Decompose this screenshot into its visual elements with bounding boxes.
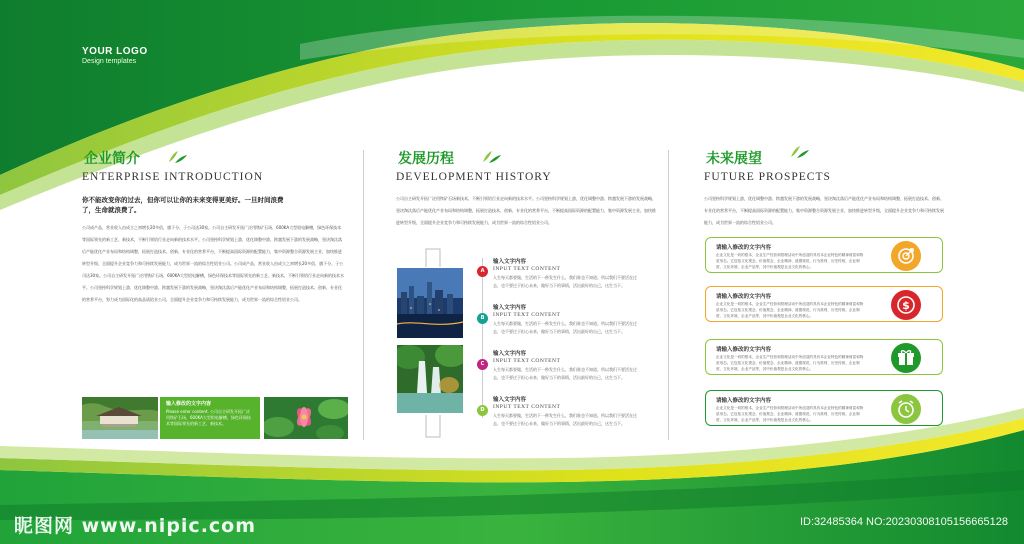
future-card-text: 企业文化是一切的根本，企业生产经营和管理活动中所创造的具有本企业特色的精神财富和物质形态。它包括文化观念、价值观念、企业精神、道德规范、行为准则、历史传统、企业制度、文化环境、企业产品等，其中价值观是企业文化的核心。	[716, 253, 864, 269]
timeline-dot-d: D	[477, 405, 488, 416]
future-card-title: 请输入修改的文字内容	[716, 294, 772, 300]
future-card-title: 请输入修改的文字内容	[716, 245, 772, 251]
enterprise-green-box	[160, 397, 260, 439]
alarm-clock-icon	[891, 394, 921, 424]
leaf-icon	[168, 150, 188, 164]
timeline-item-text: 人生每天都要做，生活的下一秒发生什么，我们谁也不知道。所以我们不要活在过去，也不要过于担心未来，做好当下的事情，活出最好的自己，这生当下。	[493, 367, 637, 380]
future-card-text: 企业文化是一切的根本，企业生产经营和管理活动中所创造的具有本企业特色的精神财富和物质形态。它包括文化观念、价值观念、企业精神、道德规范、行为准则、历史传统、企业制度、文化环境、企业产品等，其中价值观是企业文化的核心。	[716, 406, 864, 422]
timeline-item-text: 人生每天都要做，生活的下一秒发生什么，我们谁也不知道。所以我们不要活在过去，也不要过于担心未来，做好当下的事情，活出最好的自己，这生当下。	[493, 321, 637, 334]
future-card-text: 企业文化是一切的根本，企业生产经营和管理活动中所创造的具有本企业特色的精神财富和物质形态。它包括文化观念、价值观念、企业精神、道德规范、行为准则、历史传统、企业制度、文化环境、企业产品等，其中价值观是企业文化的核心。	[716, 355, 864, 371]
development-title-en: DEVELOPMENT HISTORY	[396, 171, 552, 183]
watermark-id: ID:32485364 NO:20230308105156665128	[800, 516, 1008, 528]
timeline-item-title: 输入文字内容	[493, 305, 527, 311]
logo-title: YOUR LOGO	[82, 46, 148, 57]
timeline-line	[482, 258, 483, 418]
green-box-title: 输入修改的文字内容	[166, 401, 212, 407]
dollar-icon	[891, 290, 921, 320]
green-box-text: Please enter content. 公司自主研发开拓广泛用铁矿石场，600KA大型铝电解槽，绿色环保技术等国际领先的新工艺、新技术。	[166, 409, 251, 426]
future-card-title: 请输入修改的文字内容	[716, 347, 772, 353]
timeline-dot-c: C	[477, 359, 488, 370]
timeline-dot-a: A	[477, 266, 488, 277]
future-card-2	[705, 286, 943, 322]
timeline-frame	[422, 245, 444, 441]
development-intro: 公司自主研发开拓广泛用铁矿石场新技术，不断引领铝行业走向新的技术水平。公司坚持科学规划上游，优化调整中游，跨越发展下游的发展战略，坚决淘汰落后产能优化产业布局和结构调整，拓展打造技术、创新、专业化的营养平台，不断提高国际资源的配置能力，集中资源发展主业，加快推进转型升级，全面提升企业竞争力和可持续发展能力，成为世界一流的综合性铝业公司。	[396, 196, 656, 225]
future-card-title: 请输入修改的文字内容	[716, 398, 772, 404]
garden-pavilion-photo	[82, 397, 158, 439]
timeline-item-text: 人生每天都要做，生活的下一秒发生什么，我们谁也不知道。所以我们不要活在过去，也不要过于担心未来，做好当下的事情，活出最好的自己，这生当下。	[493, 275, 637, 288]
timeline-item-title: 输入文字内容	[493, 259, 527, 265]
enterprise-title-en: ENTERPRISE INTRODUCTION	[82, 171, 264, 183]
timeline-dot-b: B	[477, 313, 488, 324]
timeline-item-text: 人生每天都要做，生活的下一秒发生什么，我们谁也不知道。所以我们不要活在过去，也不要过于担心未来，做好当下的事情，活出最好的自己，这生当下。	[493, 413, 637, 426]
future-card-3	[705, 339, 943, 375]
future-card-1	[705, 237, 943, 273]
watermark-site: 昵图网 www.nipic.com	[14, 515, 257, 537]
target-icon	[891, 241, 921, 271]
leaf-icon	[482, 150, 502, 164]
enterprise-body: 公司成产品，营业收入由成立之初增长20多倍，旗下分、子公司达30家。公司自主研发开拓广泛用铁矿石场，600KA大型铝电解槽，绿色环保技术等国际领先的新工艺、新技术，不断引领铝行业走向新的技术水平。公司坚持科学规划上游，优化调整中游，跨越发展下游的发展战略，坚决淘汰落后产能优化产业布局和结构调整，拓展打造技术、创新、专业化的营养平台，不断提高国际资源的配置能力，集中资源整合资源发展主业，加快推进转型升级，全面提升企业竞争力和可持续发展能力，成为世界一流的综合性铝业公司。公司成产品，营业收入由成立之初增长20多倍，旗下分、子公司达30家。公司自主研发开拓广泛用铁矿石场，600KA大型铝电解槽，绿色环保技术等国际领先的新工艺、新技术，不断引领铝行业走向新的技术水平。公司坚持科学规划上游，优化调整中游，跨越发展下游的发展战略，坚决淘汰落后产能优化产业布局和结构调整，拓展打造技术、创新、专业化的营养平台，努力成为国际化的高品质铝业公司，全面提升企业竞争力和可持续发展能力，成为世界一流的综合性铝业公司。	[82, 225, 344, 302]
timeline-item-en: INPUT TEXT CONTENT	[493, 312, 561, 318]
svg-text:$: $	[902, 299, 910, 312]
enterprise-title-cn: 企业简介	[84, 151, 140, 167]
logo-subtitle: Design templates	[82, 58, 137, 65]
lotus-photo	[264, 397, 348, 439]
leaf-icon	[790, 145, 810, 159]
future-title-cn: 未来展望	[706, 151, 762, 167]
timeline-item-en: INPUT TEXT CONTENT	[493, 404, 561, 410]
timeline-item-title: 输入文字内容	[493, 397, 527, 403]
development-title-cn: 发展历程	[398, 151, 454, 167]
gift-icon	[891, 343, 921, 373]
divider-1	[363, 150, 364, 440]
future-card-4	[705, 390, 943, 426]
enterprise-subtitle: 你不能改变你的过去，但你可以让你的未来变得更美好。一旦时间浪费了，生命就浪费了。	[82, 196, 284, 214]
timeline-item-en: INPUT TEXT CONTENT	[493, 266, 561, 272]
divider-2	[668, 150, 669, 440]
timeline-item-en: INPUT TEXT CONTENT	[493, 358, 561, 364]
future-intro: 公司坚持科学规划上游，优化调整中游，跨越发展下游的发展战略，坚决淘汰落后产能优化产业布局和结构调整，拓展打造技术、创新、专业化的营养平台，不断提高国际资源的配置能力，集中资源整合资源发展主业，加快推进转型升级，全面提升企业竞争力和可持续发展能力，成为世界一流的综合性铝业公司。	[704, 196, 944, 225]
future-card-text: 企业文化是一切的根本，企业生产经营和管理活动中所创造的具有本企业特色的精神财富和物质形态。它包括文化观念、价值观念、企业精神、道德规范、行为准则、历史传统、企业制度、文化环境、企业产品等，其中价值观是企业文化的核心。	[716, 302, 864, 318]
timeline-item-title: 输入文字内容	[493, 351, 527, 357]
future-title-en: FUTURE PROSPECTS	[704, 171, 831, 183]
